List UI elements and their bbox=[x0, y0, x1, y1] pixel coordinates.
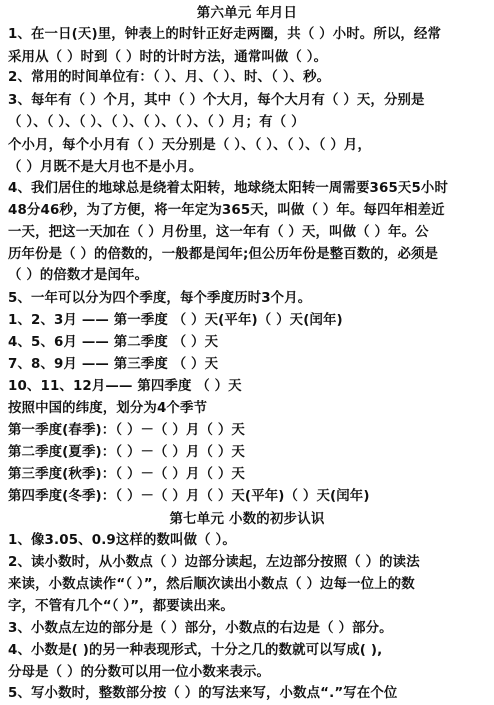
unit6-title: 第六单元 年月日 bbox=[196, 5, 298, 21]
unit6-line: 1、在一日(天)里，钟表上的时针正好走两圈，共（ ）小时。所以，经常 bbox=[8, 27, 442, 42]
unit6-line: （ ）月既不是大月也不是小月。 bbox=[8, 160, 203, 175]
season-line: 4、5、6月 —— 第二季度 （ ）天 bbox=[8, 335, 219, 350]
unit7-title: 第七单元 小数的初步认识 bbox=[169, 511, 325, 527]
quarter-line: 第三季度(秋季)：（ ）－（ ）月（ ）天 bbox=[8, 467, 245, 482]
unit7-line: 分母是（ ）的分数可以用一位小数来表示。 bbox=[8, 665, 271, 680]
unit6-line: 2、常用的时间单位有：（ ）、月、（ ）、时、（ ）、秒。 bbox=[8, 70, 331, 85]
unit7-line: 来读，小数点读作“（ ）”，然后顺次读出小数点（ ）边每一位上的数 bbox=[8, 577, 415, 592]
unit6-line: （ ）、（ ）、（ ）、（ ）、（ ）、（ ）、（ ）月；有（ ） bbox=[8, 115, 305, 130]
unit6-line: 5、一年可以分为四个季度，每个季度历时3个月。 bbox=[8, 291, 312, 306]
unit6-line: （ ）的倍数才是闰年。 bbox=[8, 268, 149, 283]
unit7-line: 1、像3.05、0.9这样的数叫做（ ）。 bbox=[8, 533, 236, 548]
unit6-line: 3、每年有（ ）个月，其中（ ）个大月，每个大月有（ ）天，分别是 bbox=[8, 93, 425, 108]
quarter-line: 第四季度(冬季)：（ ）－（ ）月（ ）天(平年)（ ）天(闰年) bbox=[8, 489, 370, 504]
quarter-line: 第一季度(春季)：（ ）－（ ）月（ ）天 bbox=[8, 423, 245, 438]
unit7-line: 3、小数点左边的部分是（ ）部分，小数点的右边是（ ）部分。 bbox=[8, 621, 393, 636]
unit7-line: 5、写小数时，整数部分按（ ）的写法来写，小数点“.”写在个位 bbox=[8, 686, 398, 701]
season-line: 1、2、3月 —— 第一季度 （ ）天(平年)（ ）天(闰年) bbox=[8, 313, 343, 328]
unit7-line: 字，不管有几个“（ ）”，都要读出来。 bbox=[8, 599, 234, 614]
unit6-line: 历年份是（ ）的倍数的，一般都是闰年;但公历年份是整百数的，必须是 bbox=[8, 247, 439, 262]
unit6-line: 采用从（ ）时到（ ）时的计时方法，通常叫做（ ）。 bbox=[8, 50, 328, 65]
unit7-line: 4、小数是( )的另一种表现形式，十分之几的数就可以写成( ), bbox=[8, 643, 383, 658]
unit7-line: 2、读小数时，从小数点（ ）边部分读起，左边部分按照（ ）的读法 bbox=[8, 555, 420, 570]
unit6-line: 一天，把这一天加在（ ）月份里，这一年有（ ）天，叫做（ ）年。公 bbox=[8, 225, 429, 240]
unit6-line: 按照中国的纬度，划分为4个季节 bbox=[8, 401, 208, 416]
season-line: 7、8、9月 —— 第三季度 （ ）天 bbox=[8, 357, 219, 372]
unit6-line: 48分46秒，为了方便，将一年定为365天，叫做（ ）年。每四年相差近 bbox=[8, 203, 445, 218]
season-line: 10、11、12月—— 第四季度 （ ）天 bbox=[8, 379, 242, 394]
quarter-line: 第二季度(夏季)：（ ）－（ ）月（ ）天 bbox=[8, 445, 245, 460]
unit6-line: 4、我们居住的地球总是绕着太阳转，地球绕太阳转一周需要365天5小时 bbox=[8, 181, 449, 196]
unit6-line: 个小月，每个小月有（ ）天分别是（ ）、（ ）、（ ）、（ ）月， bbox=[8, 138, 371, 153]
